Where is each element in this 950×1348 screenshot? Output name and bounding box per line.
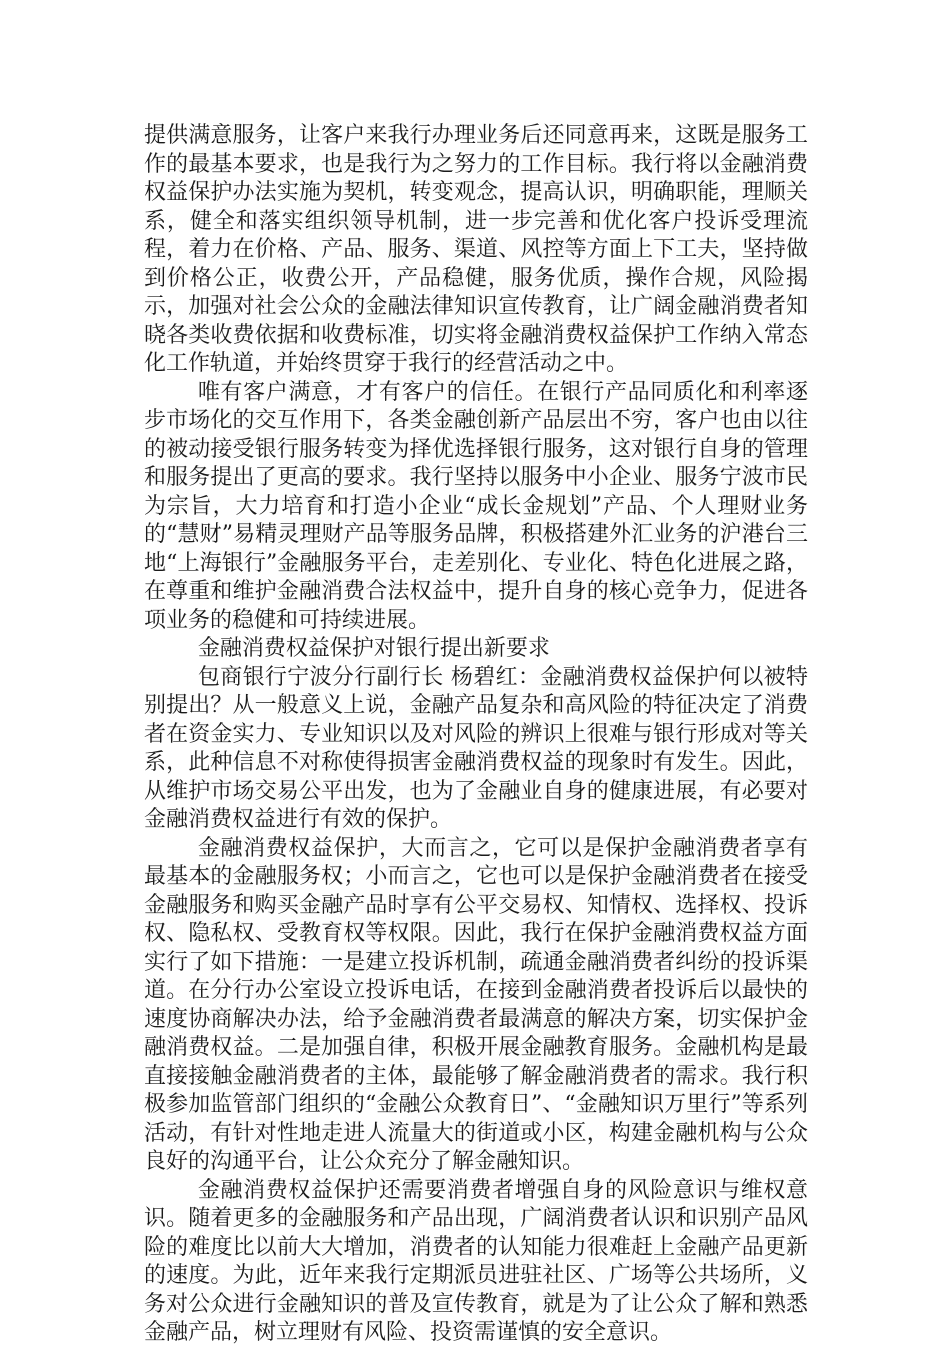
document-page <box>144 122 808 1348</box>
paragraph-protection-measures: 金融消费权益保护，大而言之，它可以是保护金融消费者享有最基本的金融服务权；小而言之，它也可以是保护金融消费者在接受金融服务和购买金融产品时享有公平交易权、知情权、选择权、投诉权、隐私权、受教育权等权限。因此，我行在保护金融消费权益方面实行了如下措施：一是建立投诉机制，疏通金融消费者纠纷的投诉渠道。在分行办公室设立投诉电话，在接到金融消费者投诉后以最快的速度协商解决办法，给予金融消费者最满意的解决方案，切实保护金融消费权益。二是加强自律，积极开展金融教育服务。金融机构是最直接接触金融消费者的主体，最能够了解金融消费者的需求。我行积极参加监管部门组织的“金融公众教育日”、“金融知识万里行”等系列活动，有针对性地走进人流量大的街道或小区，构建金融机构与公众良好的沟通平台，让公众充分了解金融知识。 <box>144 835 808 1174</box>
paragraph-customer-trust: 唯有客户满意，才有客户的信任。在银行产品同质化和利率逐步市场化的交互作用下，各类金融创新产品层出不穷，客户也由以往的被动接受银行服务转变为择优选择银行服务，这对银行自身的管理和服务提出了更高的要求。我行坚持以服务中小企业、服务宁波市民为宗旨，大力培育和打造小企业“成长金规划”产品、个人理财业务的“慧财”易精灵理财产品等服务品牌，积极搭建外汇业务的沪港台三地“上海银行”金融服务平台，走差别化、专业化、特色化进展之路，在尊重和维护金融消费合法权益中，提升自身的核心竞争力，促进各项业务的稳健和可持续进展。 <box>144 379 808 633</box>
paragraph-baoshang-bank: 包商银行宁波分行副行长 杨碧红：金融消费权益保护何以被特别提出？从一般意义上说，金融产品复杂和高风险的特征决定了消费者在资金实力、专业知识以及对风险的辨识上很难与银行形成对等关系，此种信息不对称使得损害金融消费权益的现象时有发生。因此，从维护市场交易公平出发，也为了金融业自身的健康进展，有必要对金融消费权益进行有效的保护。 <box>144 664 808 832</box>
paragraph-risk-awareness: 金融消费权益保护还需要消费者增强自身的风险意识与维权意识。随着更多的金融服务和产品出现，广阔消费者认识和识别产品风险的难度比以前大大增加，消费者的认知能力很难赶上金融产品更新的速度。为此，近年来我行定期派员进驻社区、广场等公共场所，义务对公众进行金融知识的普及宣传教育，就是为了让公众了解和熟悉金融产品，树立理财有风险、投资需谨慎的安全意识。 <box>144 1177 808 1345</box>
section-heading: 金融消费权益保护对银行提出新要求 <box>197 636 550 661</box>
paragraph-service-goals: 提供满意服务，让客户来我行办理业务后还同意再来，这既是服务工作的最基本要求，也是我行为之努力的工作目标。我行将以金融消费权益保护办法实施为契机，转变观念，提高认识，明确职能，理顺关系，健全和落实组织领导机制，进一步完善和优化客户投诉受理流程，着力在价格、产品、服务、渠道、风控等方面上下工夫，坚持做到价格公正，收费公开，产品稳健，服务优质，操作合规，风险揭示，加强对社会公众的金融法律知识宣传教育，让广阔金融消费者知晓各类收费依据和收费标准，切实将金融消费权益保护工作纳入常态化工作轨道，并始终贯穿于我行的经营活动之中。 <box>144 123 808 376</box>
